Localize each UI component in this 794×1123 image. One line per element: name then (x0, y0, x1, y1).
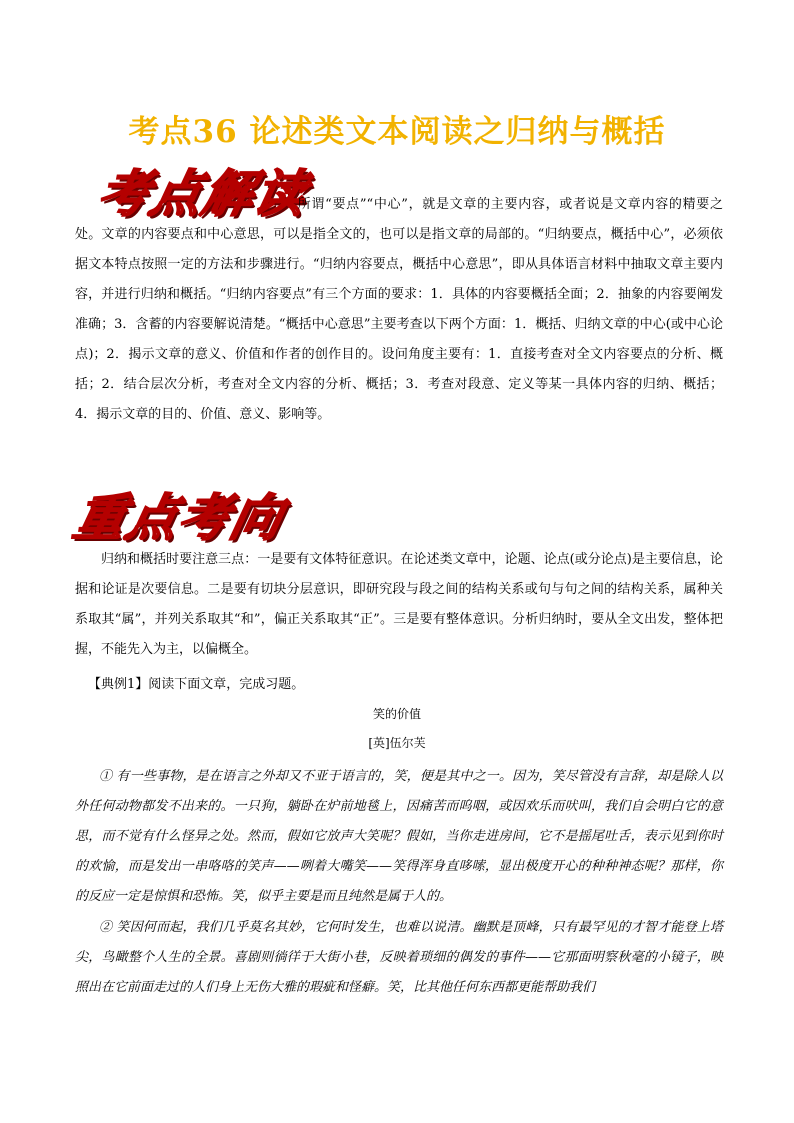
banner-exam-point-interpretation: 考点解读 (92, 164, 314, 223)
section-2-paragraph: 归纳和概括时要注意三点：一是要有文体特征意识。在论述类文章中，论题、论点(或分论点)是主要信息，论据和论证是次要信息。二是要有切块分层意识，即研究段与段之间的结构关系或句与句之间的结构关系，属种关系取其“属”，并列关系取其“和”，偏正关系取其“正”。三是要有整体意识。分析归纳时，要从全文出发，整体把握，不能先入为主，以偏概全。 (75, 552, 723, 657)
page-title: 考点36 论述类文本阅读之归纳与概括 (128, 114, 666, 150)
section-1-text: 所谓“要点”“中心”，就是文章的主要内容，或者说是文章内容的精要之处。文章的内容要点和中心意思，可以是指全文的，也可以是指文章的局部的。“归纳要点，概括中心”，必须依据文本特点按照一定的方法和步骤进行。“归纳内容要点，概括中心意思”，即从具体语言材料中抽取文章主要内容，并进行归纳和概括。“归纳内容要点”有三个方面的要求：1．具体的内容要概括全面；2．抽象的内容要阐发准确；3．含蓄的内容要解说清楚。“概括中心意思”主要考查以下两个方面：1．概括、归纳文章的中心(或中心论点)；2．揭示文章的意义、价值和作者的创作目的。设问角度主要有：1．直接考查对全文内容要点的分析、概括；2．结合层次分析，考查对全文内容的分析、概括；3．考查对段意、定义等某一具体内容的归纳、概括；4．揭示文章的目的、价值、意义、影响等。 (75, 197, 723, 422)
essay-paragraph-1: ① 有一些事物，是在语言之外却又不亚于语言的，笑，便是其中之一。因为，笑尽管没有言辞，却是除人以外任何动物都发不出来的。一只狗，躺卧在炉前地毯上，因痛苦而呜咽，或因欢乐而吠叫，我们自会明白它的意思，而不觉有什么怪异之处。然而，假如它放声大笑呢？假如，当你走进房间，它不是摇尾吐舌，表示见到你时的欢愉，而是发出一串咯咯的笑声——咧着大嘴笑——笑得浑身直哆嗦，显出极度开心的种种神态呢？那样，你的反应一定是惊惧和恐怖。笑，似乎主要是而且纯然是属于人的。 (75, 769, 723, 904)
essay-author: [英]伍尔芙 (368, 736, 426, 750)
section-1-paragraph (75, 178, 723, 430)
banner-key-directions: 重点考向 (68, 488, 290, 547)
banner-indent-spacer (75, 178, 297, 208)
example-label: 【典例1】阅读下面文章，完成习题。 (88, 677, 305, 692)
essay-title: 笑的价值 (372, 707, 421, 721)
essay-paragraph-2: ② 笑因何而起，我们几乎莫名其妙，它何时发生，也难以说清。幽默是顶峰，只有最罕见的才智才能登上塔尖，鸟瞰整个人生的全景。喜剧则徜徉于大街小巷，反映着琐细的偶发的事件——它那面明察秋毫的小镜子，映照出在它前面走过的人们身上无伤大雅的瑕疵和怪癖。笑，比其他任何东西都更能帮助我们 (75, 920, 723, 995)
